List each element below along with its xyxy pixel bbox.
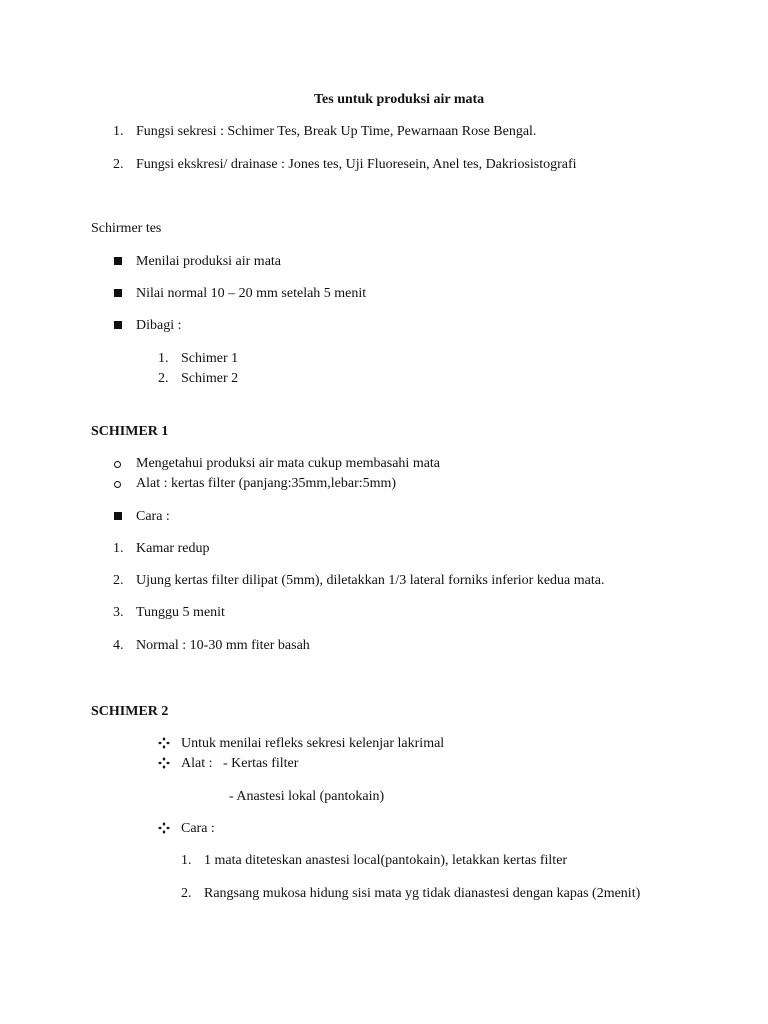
schimer1-heading: SCHIMER 1 bbox=[91, 424, 169, 439]
diamond-bullet-icon bbox=[158, 822, 170, 834]
circle-bullet-icon bbox=[114, 481, 121, 488]
diamond-bullet-icon bbox=[158, 737, 170, 749]
schirmer-sub-item-1: Schimer 1 bbox=[181, 351, 239, 366]
schimer1-step-number-3: 3. bbox=[113, 605, 124, 620]
schirmer-sub-number-2: 2. bbox=[158, 371, 169, 386]
circle-bullet-icon bbox=[114, 461, 121, 468]
square-bullet-icon bbox=[114, 257, 122, 265]
intro-list-number-2: 2. bbox=[113, 157, 124, 172]
schirmer-bullet-2: Nilai normal 10 – 20 mm setelah 5 menit bbox=[136, 286, 367, 301]
schimer1-bullet-2: Alat : kertas filter (panjang:35mm,lebar:5mm) bbox=[136, 476, 397, 491]
schimer1-step-3: Tunggu 5 menit bbox=[136, 605, 225, 620]
schimer1-step-2: Ujung kertas filter dilipat (5mm), diletakkan 1/3 lateral forniks inferior kedua mata. bbox=[136, 573, 605, 588]
diamond-bullet-icon bbox=[158, 757, 170, 769]
square-bullet-icon bbox=[114, 289, 122, 297]
document-title: Tes untuk produksi air mata bbox=[314, 92, 485, 107]
schimer2-heading: SCHIMER 2 bbox=[91, 704, 169, 719]
schimer2-step-number-2: 2. bbox=[181, 886, 192, 901]
schimer1-cara-label: Cara : bbox=[136, 509, 170, 524]
schimer1-step-1: Kamar redup bbox=[136, 541, 210, 556]
schirmer-sub-item-2: Schimer 2 bbox=[181, 371, 239, 386]
schimer2-bullet-2: Alat : - Kertas filter bbox=[181, 756, 299, 771]
intro-list-number-1: 1. bbox=[113, 124, 124, 139]
schimer1-bullet-1: Mengetahui produksi air mata cukup membasahi mata bbox=[136, 456, 441, 471]
schimer2-alat-extra: - Anastesi lokal (pantokain) bbox=[229, 789, 385, 804]
schimer2-bullet-1: Untuk menilai refleks sekresi kelenjar lakrimal bbox=[181, 736, 445, 751]
schirmer-bullet-3: Dibagi : bbox=[136, 318, 182, 333]
schimer1-step-number-2: 2. bbox=[113, 573, 124, 588]
schirmer-sub-number-1: 1. bbox=[158, 351, 169, 366]
schimer1-step-number-4: 4. bbox=[113, 638, 124, 653]
schimer1-step-number-1: 1. bbox=[113, 541, 124, 556]
schimer2-step-2: Rangsang mukosa hidung sisi mata yg tidak dianastesi dengan kapas (2menit) bbox=[204, 886, 641, 901]
intro-list-item-1: Fungsi sekresi : Schimer Tes, Break Up Time, Pewarnaan Rose Bengal. bbox=[136, 124, 537, 139]
schimer1-step-4: Normal : 10-30 mm fiter basah bbox=[136, 638, 310, 653]
schimer2-step-number-1: 1. bbox=[181, 853, 192, 868]
square-bullet-icon bbox=[114, 512, 122, 520]
square-bullet-icon bbox=[114, 321, 122, 329]
intro-list-item-2: Fungsi ekskresi/ drainase : Jones tes, Uji Fluoresein, Anel tes, Dakriosistografi bbox=[136, 157, 577, 172]
schimer2-cara-label: Cara : bbox=[181, 821, 215, 836]
schirmer-heading: Schirmer tes bbox=[91, 221, 162, 236]
schimer2-step-1: 1 mata diteteskan anastesi local(pantokain), letakkan kertas filter bbox=[204, 853, 568, 868]
schirmer-bullet-1: Menilai produksi air mata bbox=[136, 254, 282, 269]
